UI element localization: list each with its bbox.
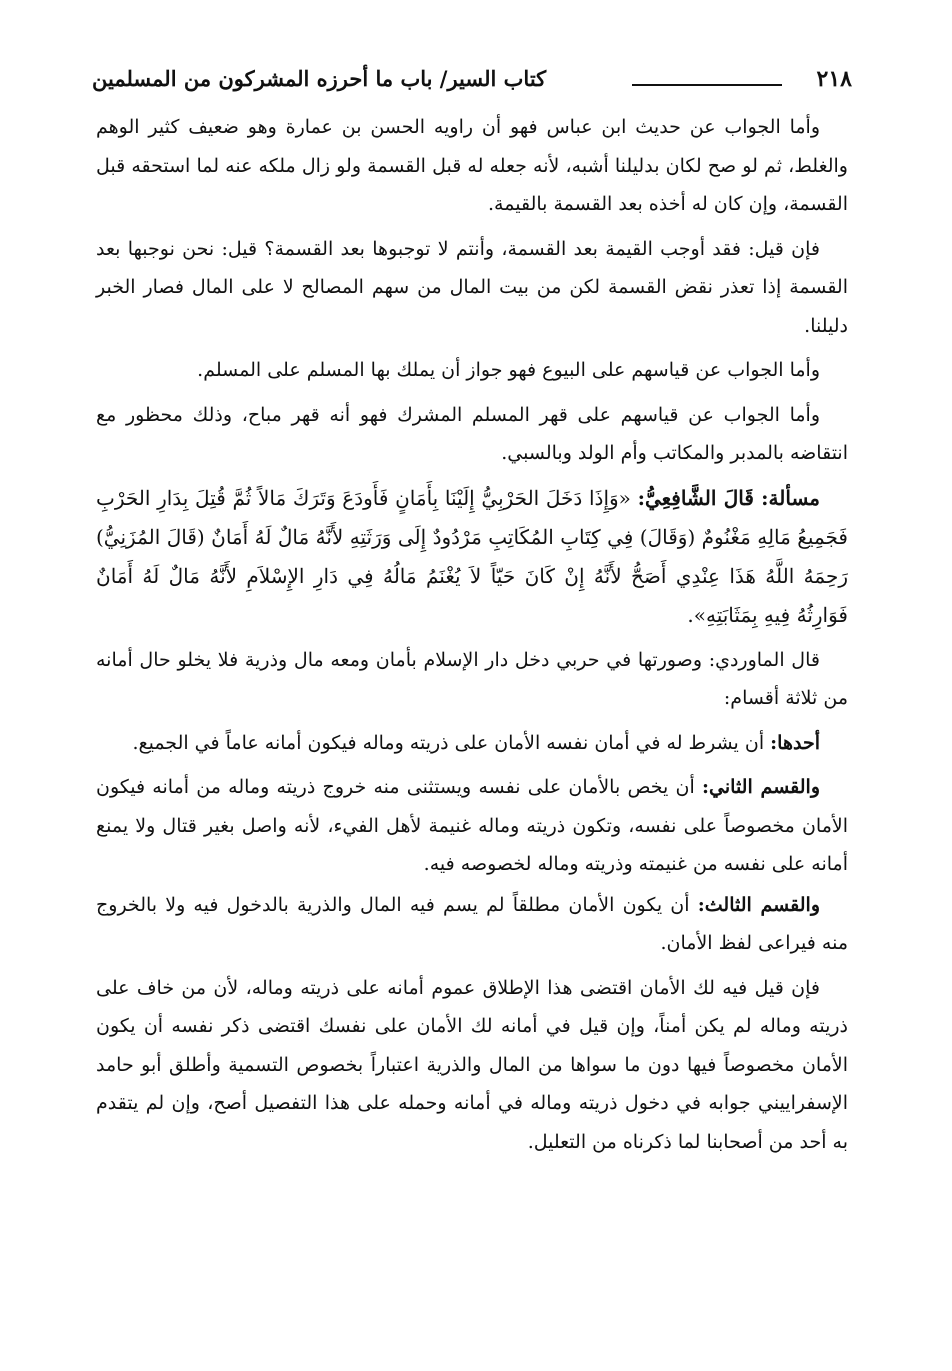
- page-number: ٢١٨: [816, 66, 852, 92]
- paragraph-sales-analogy: [96, 351, 848, 390]
- quoted-text: «وَإِذَا دَخَلَ الحَرْبِيُّ إِلَيْنَا بِأَمَانٍ فَأَودَعَ وَتَرَكَ مَالاً ثُمَّ قُتِلَ بِدَارِ الحَرْبِ فَجَمِيعُ مَالِهِ مَغْنُومٌ (وَقَالَ) فِي كِتَابِ المُكَاتِبِ مَرْدُودٌ إِلَى وَرَثَتِهِ لأَنَّهُ مَالٌ لَهُ أَمَانٌ (قَالَ المُزَنِيُّ) رَحِمَهُ اللَّهُ هَذَا عِنْدِي أَصَحُّ لأَنَّهُ إِنْ كَانَ حَيّاً لاَ يُغْنَمُ مَالُهُ فِي دَارِ الإِسْلاَمِ لأَنَّهُ مَالٌ لَهُ أَمَانٌ فَوَارِثُهُ فِيهِ بِمَثَابَتِهِ».: [96, 485, 848, 627]
- paragraph-text: أن يخص بالأمان على نفسه ويستثنى منه خروج ذريته وماله من أمانه فيكون الأمان مخصوصاً على نفسه، وتكون ذريته وماله غنيمة لأهل الفيء، لأنه واصل بغير قتال ولا يمنع أمانه على نفسه من غنيمته وذريته وماله لخصوصه فيه.: [96, 776, 848, 875]
- issue-heading: مسألة: قَالَ الشَّافِعِيُّ:: [637, 485, 821, 510]
- paragraph-text: أن يكون الأمان مطلقاً لم يسم فيه المال والذرية بالدخول فيه ولا بالخروج منه فيراعى لفظ الأمان.: [96, 893, 848, 954]
- paragraph-text: وأما الجواب عن حديث ابن عباس فهو أن راويه الحسن بن عمارة وهو ضعيف كثير الوهم والغلط، ثم لو صح لكان بدليلنا أشبه، لأنه جعله له قبل القسمة ولو زال ملكه عنه لما استحقه قبل القسمة، وإن كان له أخذه بعد القسمة بالقيمة.: [96, 116, 848, 215]
- paragraph-mawardi: [96, 641, 848, 718]
- paragraph-text: قال الماوردي: وصورتها في حربي دخل دار الإسلام بأمان ومعه مال وذرية فلا يخلو حال أمانه من ثلاثة أقسام:: [96, 648, 848, 709]
- paragraph-conquest-analogy: [96, 396, 848, 473]
- paragraph-second-division: [96, 768, 848, 884]
- page-header: [92, 64, 852, 100]
- paragraph-third-division: [96, 886, 848, 963]
- division-label: والقسم الثاني:: [702, 776, 820, 798]
- paragraph-wording-of-aman: [96, 969, 848, 1162]
- paragraph-text: وأما الجواب عن قياسهم على البيوع فهو جواز أن يملك بها المسلم على المسلم.: [197, 359, 820, 381]
- paragraph-first-division: [96, 724, 848, 763]
- paragraph-text: أن يشرط له في أمان نفسه الأمان على ذريته وماله فيكون أمانه عاماً في الجميع.: [132, 731, 765, 754]
- paragraph-text: وأما الجواب عن قياسهم على قهر المسلم المشرك فهو أنه قهر مباح، وذلك محظور مع انتقاضه بالمدبر والمكاتب وأم الولد وبالسبي.: [96, 403, 848, 464]
- paragraph-objection-value: [96, 230, 848, 346]
- body-text: [96, 108, 848, 1167]
- paragraph-text: فإن قيل: فقد أوجب القيمة بعد القسمة، وأنتم لا توجبوها بعد القسمة؟ قيل: نحن نوجبها بعد القسمة إذا تعذر نقض القسمة لكن من بيت المال من سهم المصالح لا على المال فصار الخبر دليلنا.: [96, 237, 848, 337]
- paragraph-issue-shafii: [96, 479, 848, 635]
- division-label: والقسم الثالث:: [697, 893, 820, 916]
- division-label: أحدها:: [770, 731, 820, 754]
- running-title: كتاب السير/ باب ما أحرزه المشركون من المسلمين: [92, 66, 547, 91]
- header-rule: [632, 84, 782, 86]
- paragraph-text: فإن قيل فيه لك الأمان اقتضى هذا الإطلاق عموم أمانه على ذريته وماله، لأن من خاف على ذريته وماله لم يكن أمناً، وإن قيل في أمانه لك الأمان على نفسك اقتضى ذكر نفسه أن يكون الأمان مخصوصاً فيها دون ما سواها من المال والذرية اعتباراً بخصوص التسمية وأطلق أبو حامد الإسفراييني جوابه في دخول ذريته وماله في أمانه وحمله على هذا التفصيل أصح، وإن لم يتقدم به أحد من أصحابنا لما ذكرناه من التعليل.: [96, 976, 848, 1153]
- paragraph-ibn-abbas-reply: [96, 108, 848, 224]
